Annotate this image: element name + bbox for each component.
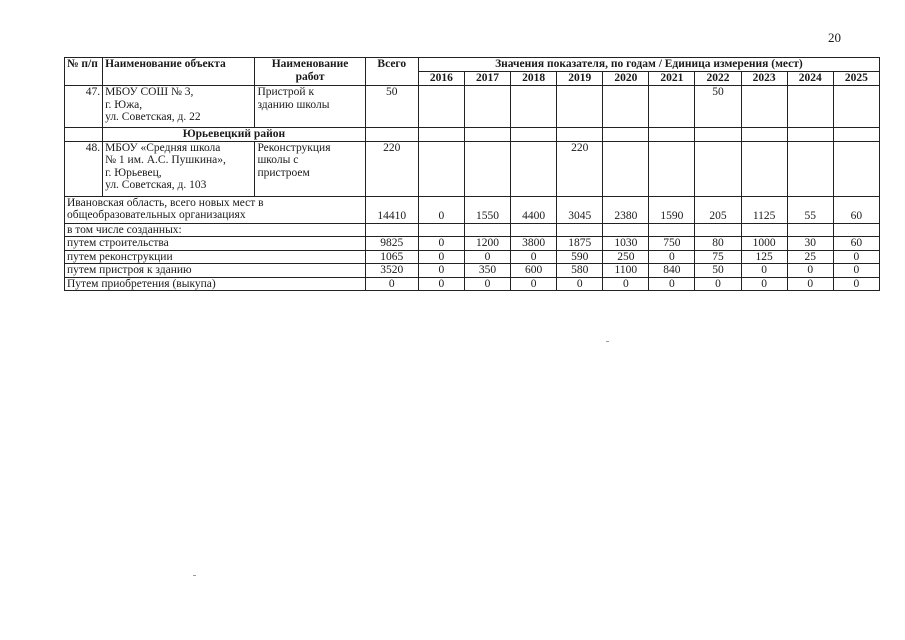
summary-label-line: общеобразовательных организациях: [67, 209, 246, 221]
year-value: 0: [418, 277, 464, 291]
year-value: 75: [695, 250, 741, 264]
year-value: 0: [511, 250, 557, 264]
header-year: 2017: [464, 72, 510, 86]
year-value: 30: [787, 237, 833, 251]
year-value: 0: [464, 250, 510, 264]
year-value: [695, 141, 741, 196]
total-value: 220: [365, 141, 418, 196]
year-value: 0: [649, 250, 695, 264]
year-value: 205: [695, 196, 741, 223]
object-name: [103, 141, 255, 196]
year-value: 50: [695, 264, 741, 278]
object-line: ул. Советская, д. 103: [105, 179, 207, 191]
row-number: 47.: [65, 86, 103, 128]
year-value: 0: [833, 264, 879, 278]
summary-row-extension: [65, 264, 880, 278]
year-value: [833, 86, 879, 128]
year-value: 0: [833, 250, 879, 264]
summary-row-construction: [65, 237, 880, 251]
year-value: 580: [557, 264, 603, 278]
year-value: 60: [833, 237, 879, 251]
header-total: Всего: [365, 58, 418, 86]
year-value: [418, 86, 464, 128]
table-row: [65, 86, 880, 128]
works-name: [255, 86, 365, 128]
year-value: 1030: [603, 237, 649, 251]
summary-label: Путем приобретения (выкупа): [65, 277, 366, 291]
year-value: 0: [464, 277, 510, 291]
year-value: 590: [557, 250, 603, 264]
year-value: 1125: [741, 196, 787, 223]
header-year: 2025: [833, 72, 879, 86]
year-value: 600: [511, 264, 557, 278]
works-line: зданию школы: [257, 98, 330, 111]
year-value: [833, 141, 879, 196]
year-value: 0: [833, 277, 879, 291]
row-number: 48.: [65, 141, 103, 196]
object-line: г. Юрьевец,: [105, 166, 162, 179]
header-year: 2023: [741, 72, 787, 86]
year-value: 220: [557, 141, 603, 196]
year-value: 350: [464, 264, 510, 278]
object-line: г. Южа,: [105, 98, 143, 111]
summary-label: путем пристроя к зданию: [65, 264, 366, 278]
works-line: Пристрой к: [257, 86, 315, 98]
header-values-title: Значения показателя, по годам / Единица измерения (мест): [418, 58, 879, 72]
year-value: [511, 141, 557, 196]
summary-row-region-total: [65, 196, 880, 223]
year-value: [603, 86, 649, 128]
works-name: [255, 141, 365, 196]
year-value: 0: [695, 277, 741, 291]
year-value: 0: [557, 277, 603, 291]
year-value: 1875: [557, 237, 603, 251]
year-value: [464, 141, 510, 196]
year-value: 250: [603, 250, 649, 264]
total-value: 0: [365, 277, 418, 291]
year-value: 0: [418, 264, 464, 278]
scan-speck: [606, 341, 609, 342]
year-value: 25: [787, 250, 833, 264]
year-value: 2380: [603, 196, 649, 223]
district-name: Юрьевецкий район: [103, 128, 366, 142]
object-line: МБОУ «Средняя школа: [105, 141, 221, 154]
year-value: [649, 86, 695, 128]
total-value: 50: [365, 86, 418, 128]
year-value: 840: [649, 264, 695, 278]
total-value: 1065: [365, 250, 418, 264]
district-row: [65, 128, 880, 142]
scan-speck: [193, 575, 196, 576]
header-object: Наименование объекта: [103, 58, 255, 86]
year-value: 0: [787, 264, 833, 278]
summary-row-purchase: [65, 277, 880, 291]
summary-label: путем строительства: [65, 237, 366, 251]
year-value: [741, 141, 787, 196]
year-value: 50: [695, 86, 741, 128]
year-value: 125: [741, 250, 787, 264]
object-line: ул. Советская, д. 22: [105, 111, 201, 123]
year-value: [787, 141, 833, 196]
year-value: 80: [695, 237, 741, 251]
year-value: 0: [418, 196, 464, 223]
year-value: [603, 141, 649, 196]
year-value: [649, 141, 695, 196]
header-year: 2016: [418, 72, 464, 86]
table-row: [65, 141, 880, 196]
year-value: [557, 86, 603, 128]
object-name: [103, 86, 255, 128]
object-line: МБОУ СОШ № 3,: [105, 86, 194, 98]
year-value: 0: [511, 277, 557, 291]
year-value: 3045: [557, 196, 603, 223]
summary-label: [65, 196, 366, 223]
year-value: [741, 86, 787, 128]
header-num: № п/п: [65, 58, 103, 86]
year-value: [464, 86, 510, 128]
year-value: [787, 86, 833, 128]
summary-label-line: Ивановская область, всего новых мест в: [67, 196, 264, 209]
year-value: 0: [741, 264, 787, 278]
header-year: 2020: [603, 72, 649, 86]
year-value: 0: [418, 237, 464, 251]
header-year: 2022: [695, 72, 741, 86]
year-value: 1200: [464, 237, 510, 251]
works-line: пристроем: [257, 166, 310, 179]
year-value: 0: [418, 250, 464, 264]
year-value: 1100: [603, 264, 649, 278]
year-value: 60: [833, 196, 879, 223]
year-value: 0: [603, 277, 649, 291]
total-value: 14410: [365, 196, 418, 223]
header-year: 2019: [557, 72, 603, 86]
year-value: 750: [649, 237, 695, 251]
header-year: 2021: [649, 72, 695, 86]
total-value: 3520: [365, 264, 418, 278]
header-works: Наименование работ: [255, 58, 365, 86]
summary-label: путем реконструкции: [65, 250, 366, 264]
year-value: [511, 86, 557, 128]
year-value: 4400: [511, 196, 557, 223]
summary-row-including: [65, 223, 880, 237]
page-number: 20: [828, 30, 841, 45]
total-value: 9825: [365, 237, 418, 251]
year-value: [418, 141, 464, 196]
year-value: 0: [649, 277, 695, 291]
works-line: Реконструкция: [257, 141, 331, 154]
year-value: 0: [741, 277, 787, 291]
object-line: № 1 им. А.С. Пушкина»,: [105, 154, 226, 166]
year-value: 1590: [649, 196, 695, 223]
year-value: 0: [787, 277, 833, 291]
year-value: 55: [787, 196, 833, 223]
summary-label: в том числе созданных:: [65, 223, 366, 237]
works-line: школы с: [257, 154, 299, 166]
summary-row-reconstruction: [65, 250, 880, 264]
header-year: 2024: [787, 72, 833, 86]
year-value: 1000: [741, 237, 787, 251]
capacity-table: [64, 57, 880, 291]
header-year: 2018: [511, 72, 557, 86]
year-value: 1550: [464, 196, 510, 223]
year-value: 3800: [511, 237, 557, 251]
